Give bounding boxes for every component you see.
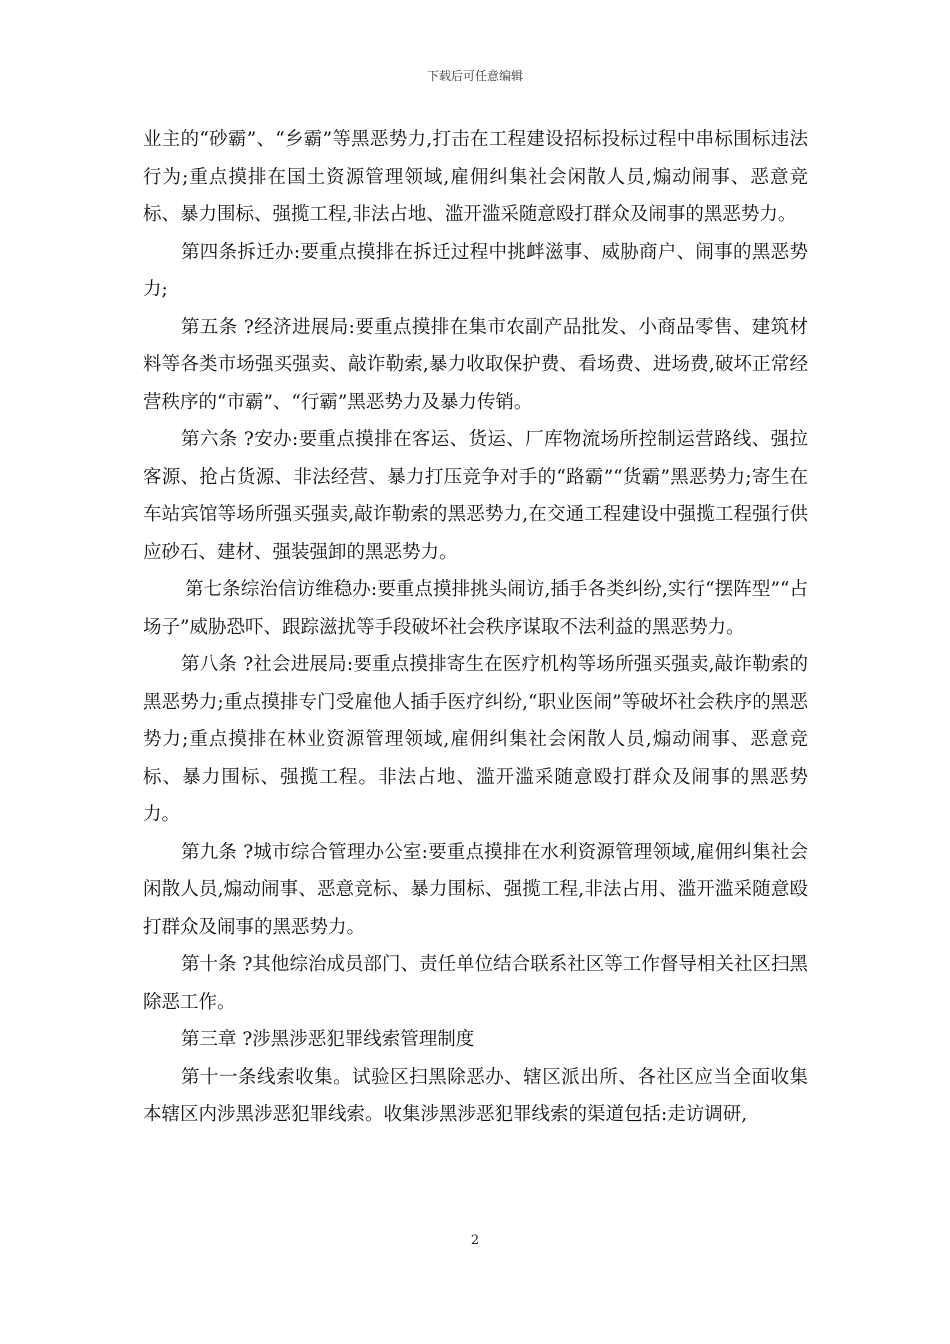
paragraph-article-4: 第四条拆迁办:要重点摸排在拆迁过程中挑衅滋事、威胁商户、闹事的黑恶势力; — [143, 241, 808, 300]
paragraph-article-9: 第九条 ?城市综合管理办公室:要重点摸排在水利资源管理领域,雇佣纠集社会闲散人员,煽动闹事、恶意竞标、暴力围标、强揽工程,非法占用、滥开滥采随意殴打群众及闹事的黑恶势力。 — [143, 841, 808, 938]
paragraph-article-10: 第十条 ?其他综治成员部门、责任单位结合联系社区等工作督导相关社区扫黑除恶工作。 — [143, 954, 808, 1013]
chapter-heading-3: 第三章 ?涉黑涉恶犯罪线索管理制度 — [181, 1029, 475, 1050]
document-body — [143, 121, 808, 1134]
paragraph-article-8: 第八条 ?社会进展局:要重点摸排寄生在医疗机构等场所强买强卖,敲诈勒索的黑恶势力;重点摸排专门受雇他人插手医疗纠纷,“职业医闹”等破坏社会秩序的黑恶势力;重点摸排在林业资源管理领域,雇佣纠集社会闲散人员,煽动闹事、恶意竞标、暴力围标、强揽工程。非法占地、滥开滥采随意殴打群众及闹事的黑恶势力。 — [143, 654, 808, 825]
page-number: 2 — [470, 1233, 480, 1248]
page-header-note: 下载后可任意编辑 — [426, 69, 523, 83]
paragraph-article-5: 第五条 ?经济进展局:要重点摸排在集市农副产品批发、小商品零售、建筑材料等各类市场强买强卖、敲诈勒索,暴力收取保护费、看场费、进场费,破坏正常经营秩序的“市霸”、“行霸”黑恶势力及暴力传销。 — [143, 316, 808, 413]
paragraph-article-11: 第十一条线索收集。试验区扫黑除恶办、辖区派出所、各社区应当全面收集本辖区内涉黑涉恶犯罪线索。收集涉黑涉恶犯罪线索的渠道包括:走访调研, — [143, 1066, 808, 1125]
paragraph-article-6: 第六条 ?安办:要重点摸排在客运、货运、厂库物流场所控制运营路线、强拉客源、抢占货源、非法经营、暴力打压竞争对手的“路霸”“货霸”黑恶势力;寄生在车站宾馆等场所强买强卖,敲诈勒索的黑恶势力,在交通工程建设中强揽工程强行供应砂石、建材、强装强卸的黑恶势力。 — [143, 429, 808, 563]
paragraph-1: 业主的“砂霸”、“乡霸”等黑恶势力,打击在工程建设招标投标过程中串标围标违法行为;重点摸排在国土资源管理领域,雇佣纠集社会闲散人员,煽动闹事、恶意竞标、暴力围标、强揽工程,非法占地、滥开滥采随意殴打群众及闹事的黑恶势力。 — [143, 129, 808, 225]
paragraph-article-7: 第七条综治信访维稳办:要重点摸排挑头闹访,插手各类纠纷,实行“摆阵型”“占场子”威胁恐吓、跟踪滋扰等手段破坏社会秩序谋取不法利益的黑恶势力。 — [143, 579, 808, 638]
